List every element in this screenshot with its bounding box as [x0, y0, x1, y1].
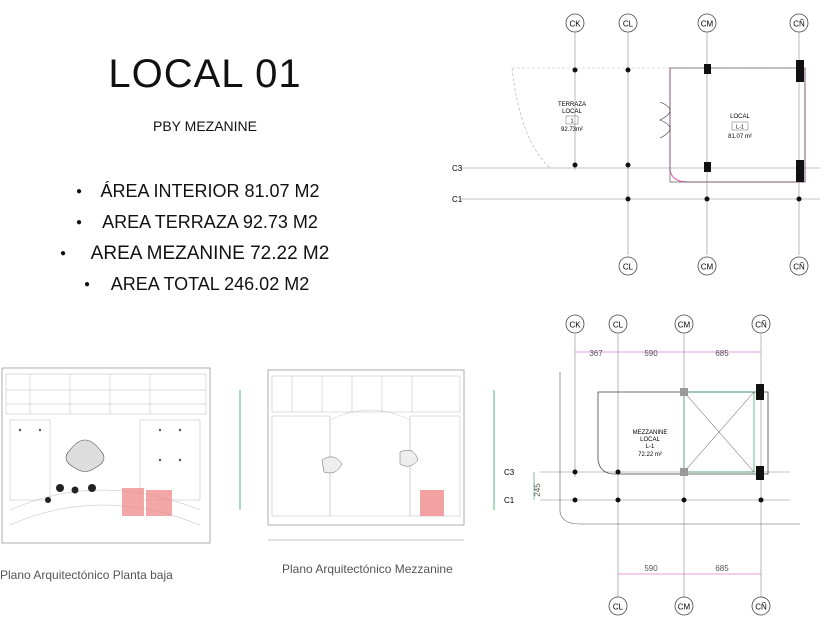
- bullet-icon: ●: [84, 279, 91, 290]
- svg-text:CM: CM: [677, 320, 691, 330]
- svg-text:CL: CL: [612, 602, 624, 612]
- svg-text:CM: CM: [700, 262, 714, 272]
- mezz-axis-bubble-cm: [675, 315, 693, 333]
- highlight-mezzanine-local: [420, 490, 444, 516]
- mezz-axis-label-c1: C1: [504, 496, 515, 505]
- axis-bubble-cl: [619, 14, 637, 32]
- dim-bottom-2: 685: [715, 564, 729, 573]
- axis-bubble-cm: [698, 14, 716, 32]
- svg-text:CL: CL: [612, 320, 624, 330]
- svg-text:CL: CL: [622, 262, 634, 272]
- axis-bubble-bottom-cl: [619, 257, 637, 275]
- terraza-label: TERRAZA: [557, 102, 587, 108]
- svg-text:CM: CM: [700, 19, 714, 29]
- mezzanine-area: 72.22 m²: [638, 452, 662, 458]
- area-item-mezanine: ● AREA MEZANINE 72.22 M2: [40, 238, 380, 269]
- mezz-axis-bubble-cn: [752, 315, 770, 333]
- local-mezzanine-plan: [500, 312, 840, 622]
- terrace-curve: [512, 68, 550, 168]
- local-code: L-1: [736, 124, 744, 131]
- mezz-axis-label-c3: C3: [504, 468, 515, 477]
- area-item-interior: ● ÁREA INTERIOR 81.07 M2: [40, 176, 380, 207]
- dim-bottom-1: 590: [644, 564, 658, 573]
- bullet-icon: ●: [76, 186, 83, 197]
- axis-label-c3: C3: [452, 164, 463, 173]
- terraza-sublabel: LOCAL: [562, 109, 582, 115]
- axis-bubble-cn: [790, 14, 808, 32]
- svg-text:CL: CL: [622, 19, 634, 29]
- svg-text:CÑ: CÑ: [793, 262, 805, 272]
- svg-text:CK: CK: [569, 19, 581, 29]
- svg-text:CÑ: CÑ: [755, 320, 767, 330]
- dim-top-1: 367: [589, 349, 603, 358]
- mezz-axis-bubble-ck: [566, 315, 584, 333]
- axis-bubble-ck: [566, 14, 584, 32]
- mezzanine-label: MEZZANINE: [632, 430, 668, 436]
- svg-text:CK: CK: [569, 320, 581, 330]
- bullet-icon: ●: [76, 217, 83, 228]
- page-subtitle: PBY MEZANINE: [153, 118, 257, 134]
- caption-mezzanine: Plano Arquitectónico Mezzanine: [282, 562, 453, 576]
- highlight-local-right: [146, 490, 172, 516]
- local-area: 81.07 m²: [728, 134, 752, 140]
- columns: [573, 60, 805, 202]
- svg-text:CM: CM: [677, 602, 691, 612]
- highlight-local-left: [122, 488, 144, 516]
- axis-bubble-bottom-cm: [698, 257, 716, 275]
- mezzanine-outline: [598, 392, 768, 474]
- mezzanine-sublabel: LOCAL: [640, 437, 660, 443]
- axis-label-c1: C1: [452, 195, 463, 204]
- dim-side: 245: [533, 483, 542, 497]
- fountain-icon: [66, 440, 104, 472]
- mezz-axis-bubble-cl: [609, 315, 627, 333]
- terraza-number: 1: [570, 118, 574, 125]
- svg-text:CÑ: CÑ: [755, 602, 767, 612]
- mezz-axis-bubble-bottom-cm: [675, 597, 693, 615]
- terraza-area: 92.73m²: [560, 127, 584, 133]
- general-ground-floor-plan: [0, 360, 218, 555]
- mezz-axis-bubble-bottom-cn: [752, 597, 770, 615]
- dim-top-3: 685: [715, 349, 729, 358]
- local-ground-floor-plan: [440, 10, 840, 282]
- mezzanine-code: L-1: [645, 444, 655, 450]
- area-item-terraza: ● AREA TERRAZA 92.73 M2: [40, 207, 380, 238]
- general-mezzanine-plan: [232, 360, 502, 555]
- mezz-axis-bubble-bottom-cl: [609, 597, 627, 615]
- axis-bubble-bottom-cn: [790, 257, 808, 275]
- area-list: [40, 176, 380, 300]
- grid-lines: [460, 32, 820, 255]
- bullet-icon: ●: [60, 248, 67, 259]
- caption-planta-baja: Plano Arquitectónico Planta baja: [0, 568, 173, 582]
- svg-text:CÑ: CÑ: [793, 19, 805, 29]
- palm-icons: [45, 484, 96, 503]
- dim-top-2: 590: [644, 349, 658, 358]
- area-item-total: ● AREA TOTAL 246.02 M2: [40, 269, 380, 300]
- page-title: LOCAL 01: [108, 52, 302, 96]
- local-label: LOCAL: [730, 114, 750, 120]
- stair-symbol: [660, 102, 670, 138]
